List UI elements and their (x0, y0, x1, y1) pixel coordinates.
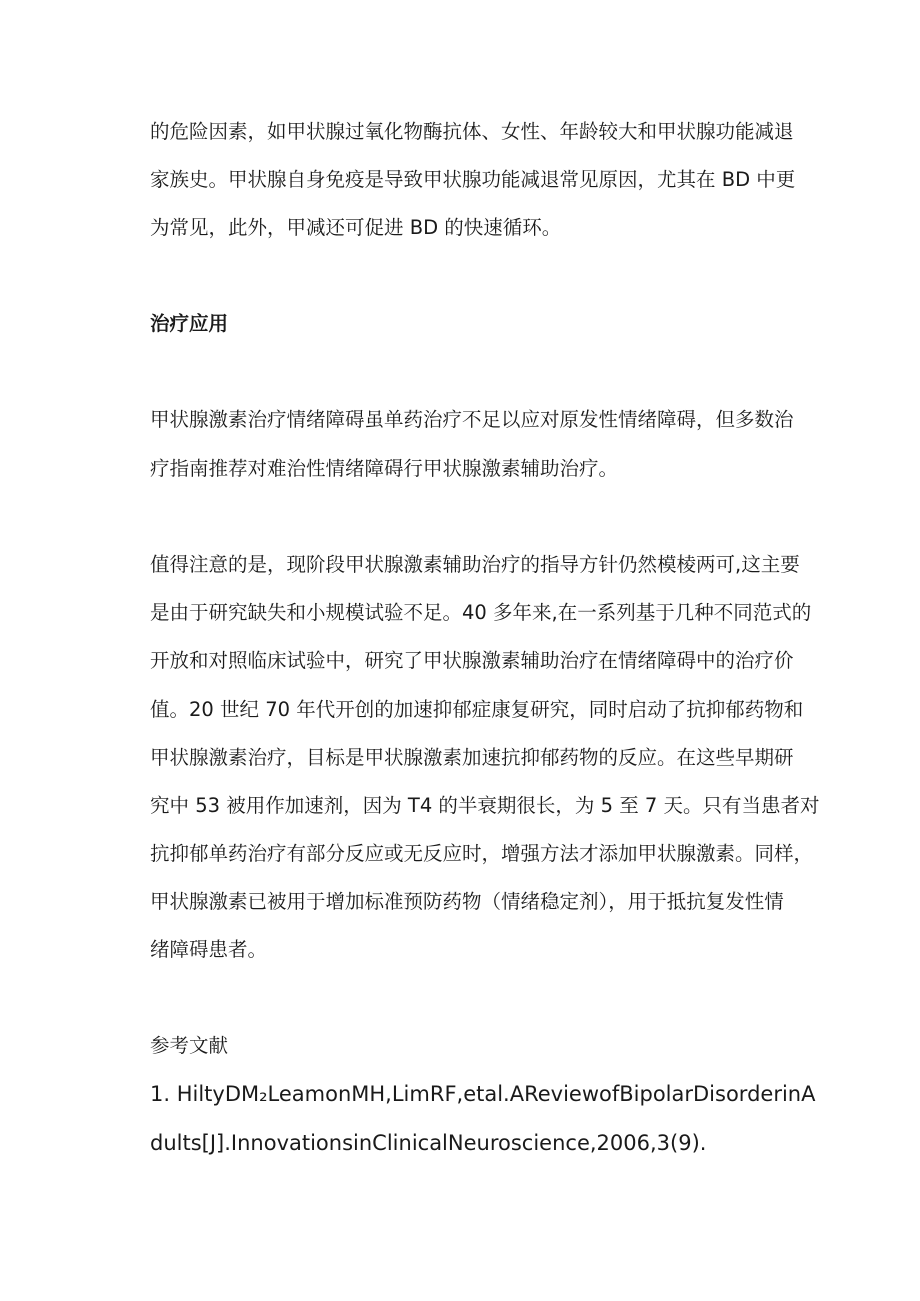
notable-line-3: 开放和对照临床试验中，研究了甲状腺激素辅助治疗在情绪障碍中的治疗价 (150, 649, 794, 672)
treatment-line-1: 甲状腺激素治疗情绪障碍虽单药治疗不足以应对原发性情绪障碍，但多数治 (150, 408, 794, 431)
reference-1-line-1: 1. HiltyDM₂LeamonMH,LimRF,etal.AReviewofBipolarDisorderinA (150, 1082, 816, 1106)
notable-line-8: 甲状腺激素已被用于增加标准预防药物（情绪稳定剂），用于抵抗复发性情 (150, 890, 784, 913)
notable-line-5: 甲状腺激素治疗，目标是甲状腺激素加速抗抑郁药物的反应。在这些早期研 (150, 746, 794, 769)
notable-line-2: 是由于研究缺失和小规模试验不足。40 多年来,在一系列基于几种不同范式的 (150, 601, 812, 624)
notable-line-6: 究中 53 被用作加速剂，因为 T4 的半衰期很长，为 5 至 7 天。只有当患者对 (150, 794, 820, 817)
notable-line-4: 值。20 世纪 70 年代开创的加速抑郁症康复研究，同时启动了抗抑郁药物和 (150, 698, 804, 721)
notable-line-7: 抗抑郁单药治疗有部分反应或无反应时，增强方法才添加甲状腺激素。同样， (150, 842, 814, 865)
references-title: 参考文献 (150, 1034, 229, 1057)
intro-line-3: 为常见，此外，甲减还可促进 BD 的快速循环。 (150, 216, 562, 239)
section-heading: 治疗应用 (150, 312, 229, 335)
reference-1-line-2: dults[J].InnovationsinClinicalNeuroscience,2006,3(9). (150, 1131, 707, 1155)
notable-line-1: 值得注意的是，现阶段甲状腺激素辅助治疗的指导方针仍然模棱两可,这主要 (150, 553, 800, 576)
treatment-line-2: 疗指南推荐对难治性情绪障碍行甲状腺激素辅助治疗。 (150, 457, 619, 480)
intro-line-2: 家族史。甲状腺自身免疫是导致甲状腺功能减退常见原因，尤其在 BD 中更 (150, 168, 796, 191)
intro-line-1: 的危险因素，如甲状腺过氧化物酶抗体、女性、年龄较大和甲状腺功能减退 (150, 120, 794, 143)
notable-line-9: 绪障碍患者。 (150, 938, 268, 961)
